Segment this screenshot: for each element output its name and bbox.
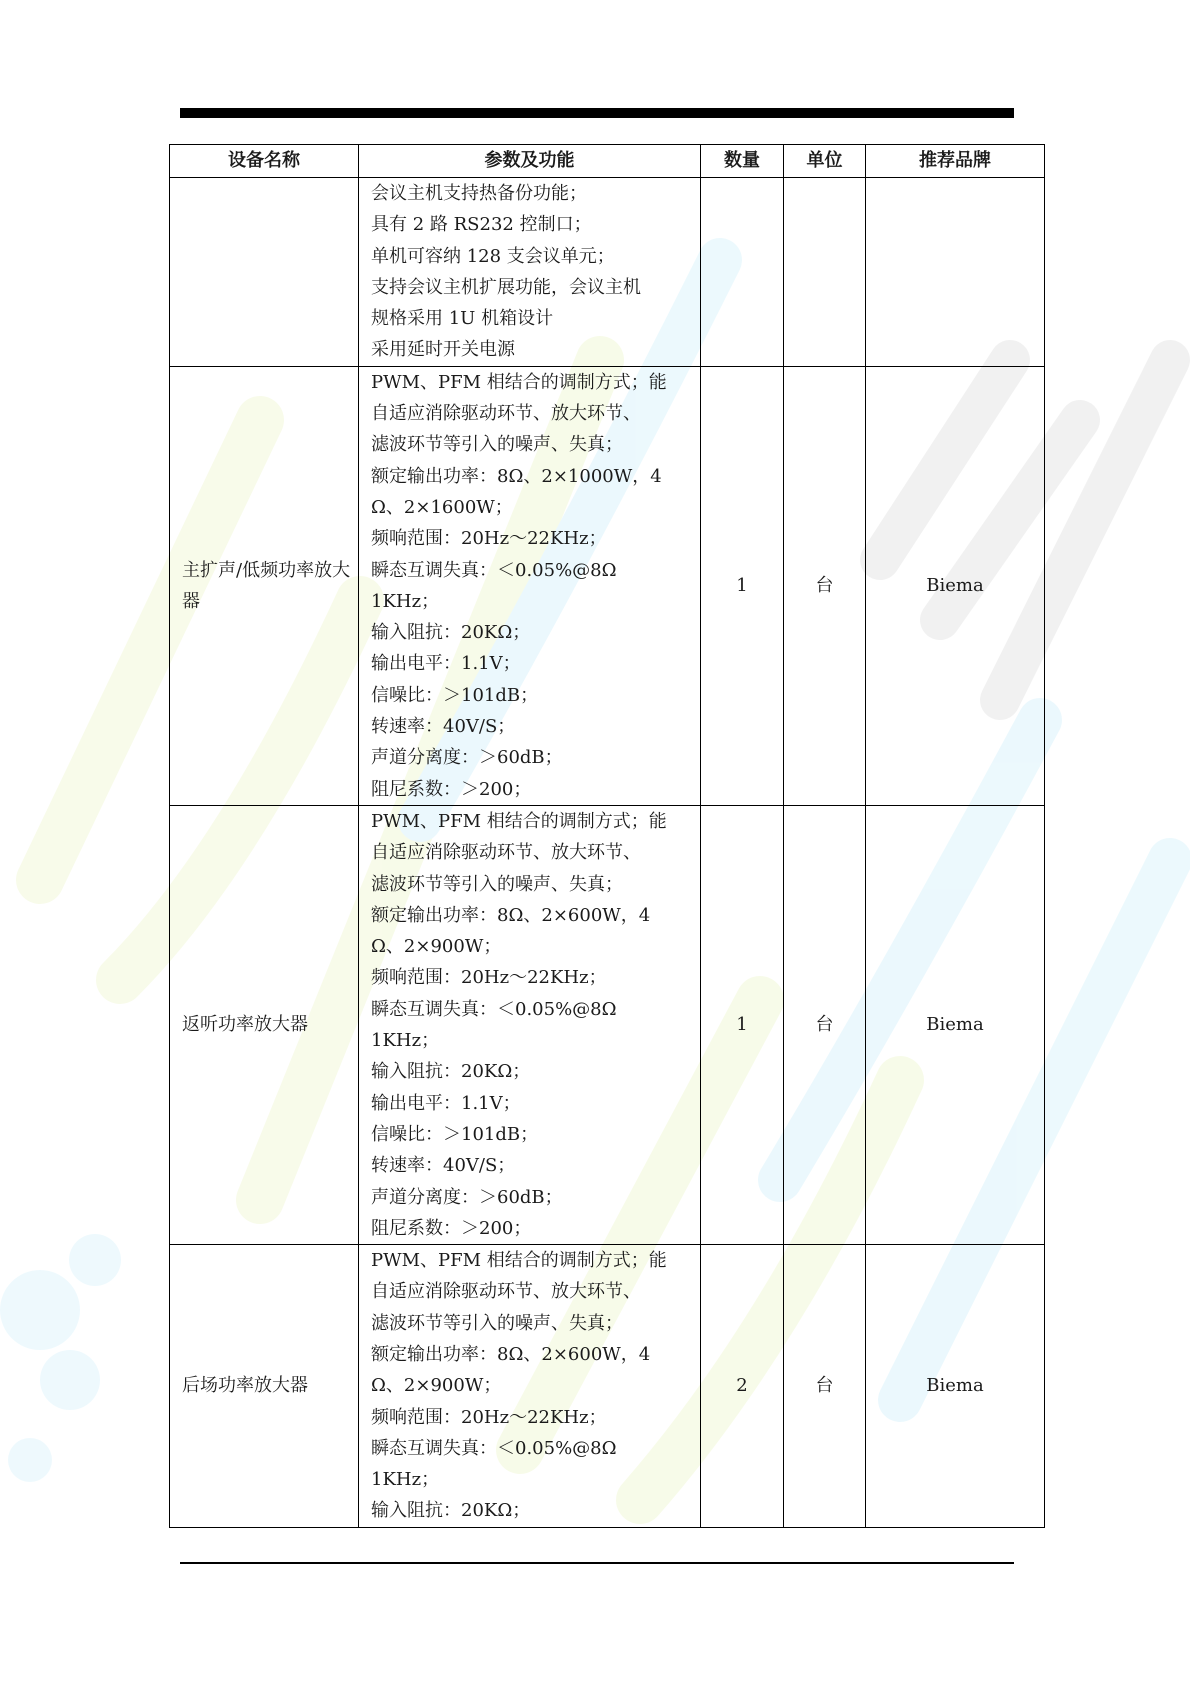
device-name-cell: 主扩声/低频功率放大器 (170, 366, 359, 805)
param-line: 单机可容纳 128 支会议单元； (371, 245, 615, 267)
quantity-cell: 1 (701, 805, 784, 1244)
param-line: 1KHz； (371, 590, 440, 612)
table-header-row (170, 145, 1045, 178)
param-line: 滤波环节等引入的噪声、失真； (371, 873, 623, 895)
unit-cell: 台 (784, 366, 866, 805)
param-line: 滤波环节等引入的噪声、失真； (371, 1312, 623, 1334)
param-line: 采用延时开关电源 (371, 339, 515, 361)
unit-cell: 台 (784, 1245, 866, 1528)
equipment-table (169, 144, 1045, 1528)
params-cell (359, 178, 701, 367)
param-line: 阻尼系数：＞200； (371, 778, 532, 800)
params-cell (359, 1245, 701, 1528)
param-line: 自适应消除驱动环节、放大环节、 (371, 1281, 641, 1303)
param-line: Ω、2×1600W； (371, 496, 513, 518)
param-line: 频响范围：20Hz～22KHz； (371, 1406, 607, 1428)
device-name-cell: 返听功率放大器 (170, 805, 359, 1244)
brand-cell: Biema (866, 366, 1045, 805)
param-line: 瞬态互调失真：＜0.05%@8Ω (371, 998, 617, 1020)
table-row (170, 805, 1045, 1244)
param-line: 输出电平：1.1V； (371, 1092, 521, 1114)
param-line: 自适应消除驱动环节、放大环节、 (371, 842, 641, 864)
param-line: 具有 2 路 RS232 控制口； (371, 214, 592, 236)
param-line: Ω、2×900W； (371, 936, 502, 958)
quantity-cell (701, 178, 784, 367)
params-cell (359, 805, 701, 1244)
param-line: 支持会议主机扩展功能，会议主机 (371, 276, 641, 298)
unit-cell: 台 (784, 805, 866, 1244)
param-line: 输出电平：1.1V； (371, 653, 521, 675)
param-line: 声道分离度：＞60dB； (371, 1186, 563, 1208)
param-line: 会议主机支持热备份功能； (371, 183, 587, 204)
param-line: PWM、PFM 相结合的调制方式；能 (371, 1250, 667, 1272)
param-line: 1KHz； (371, 1469, 440, 1491)
header-name: 设备名称 (170, 145, 359, 178)
param-line: 输入阻抗：20KΩ； (371, 1061, 531, 1083)
param-line: 输入阻抗：20KΩ； (371, 1500, 531, 1522)
device-name-cell: 后场功率放大器 (170, 1245, 359, 1528)
brand-cell: Biema (866, 805, 1045, 1244)
param-line: 瞬态互调失真：＜0.05%@8Ω (371, 1437, 617, 1459)
param-line: 转速率：40V/S； (371, 1155, 516, 1177)
table-row (170, 178, 1045, 367)
quantity-cell: 1 (701, 366, 784, 805)
header-rule (180, 108, 1014, 118)
header-qty: 数量 (701, 145, 784, 178)
param-line: 额定输出功率：8Ω、2×1000W，4 (371, 465, 662, 487)
header-params: 参数及功能 (359, 145, 701, 178)
param-line: Ω、2×900W； (371, 1375, 502, 1397)
quantity-cell: 2 (701, 1245, 784, 1528)
param-line: 输入阻抗：20KΩ； (371, 622, 531, 644)
param-line: 自适应消除驱动环节、放大环节、 (371, 403, 641, 425)
param-line: PWM、PFM 相结合的调制方式；能 (371, 371, 667, 393)
unit-cell (784, 178, 866, 367)
param-line: 信噪比：＞101dB； (371, 1123, 539, 1145)
param-line: 滤波环节等引入的噪声、失真； (371, 434, 623, 456)
brand-cell (866, 178, 1045, 367)
param-line: 阻尼系数：＞200； (371, 1217, 532, 1239)
param-line: 信噪比：＞101dB； (371, 684, 539, 706)
table-row (170, 1245, 1045, 1528)
param-line: 转速率：40V/S； (371, 716, 516, 738)
table-row (170, 366, 1045, 805)
param-line: 声道分离度：＞60dB； (371, 747, 563, 769)
param-line: 频响范围：20Hz～22KHz； (371, 967, 607, 989)
param-line: 频响范围：20Hz～22KHz； (371, 528, 607, 550)
brand-cell: Biema (866, 1245, 1045, 1528)
param-line: 规格采用 1U 机箱设计 (371, 308, 554, 330)
param-line: 1KHz； (371, 1030, 440, 1052)
param-line: PWM、PFM 相结合的调制方式；能 (371, 810, 667, 832)
param-line: 额定输出功率：8Ω、2×600W，4 (371, 1343, 651, 1365)
params-cell (359, 366, 701, 805)
header-unit: 单位 (784, 145, 866, 178)
param-line: 瞬态互调失真：＜0.05%@8Ω (371, 559, 617, 581)
footer-rule (180, 1562, 1014, 1564)
device-name-cell (170, 178, 359, 367)
header-brand: 推荐品牌 (866, 145, 1045, 178)
param-line: 额定输出功率：8Ω、2×600W，4 (371, 904, 651, 926)
